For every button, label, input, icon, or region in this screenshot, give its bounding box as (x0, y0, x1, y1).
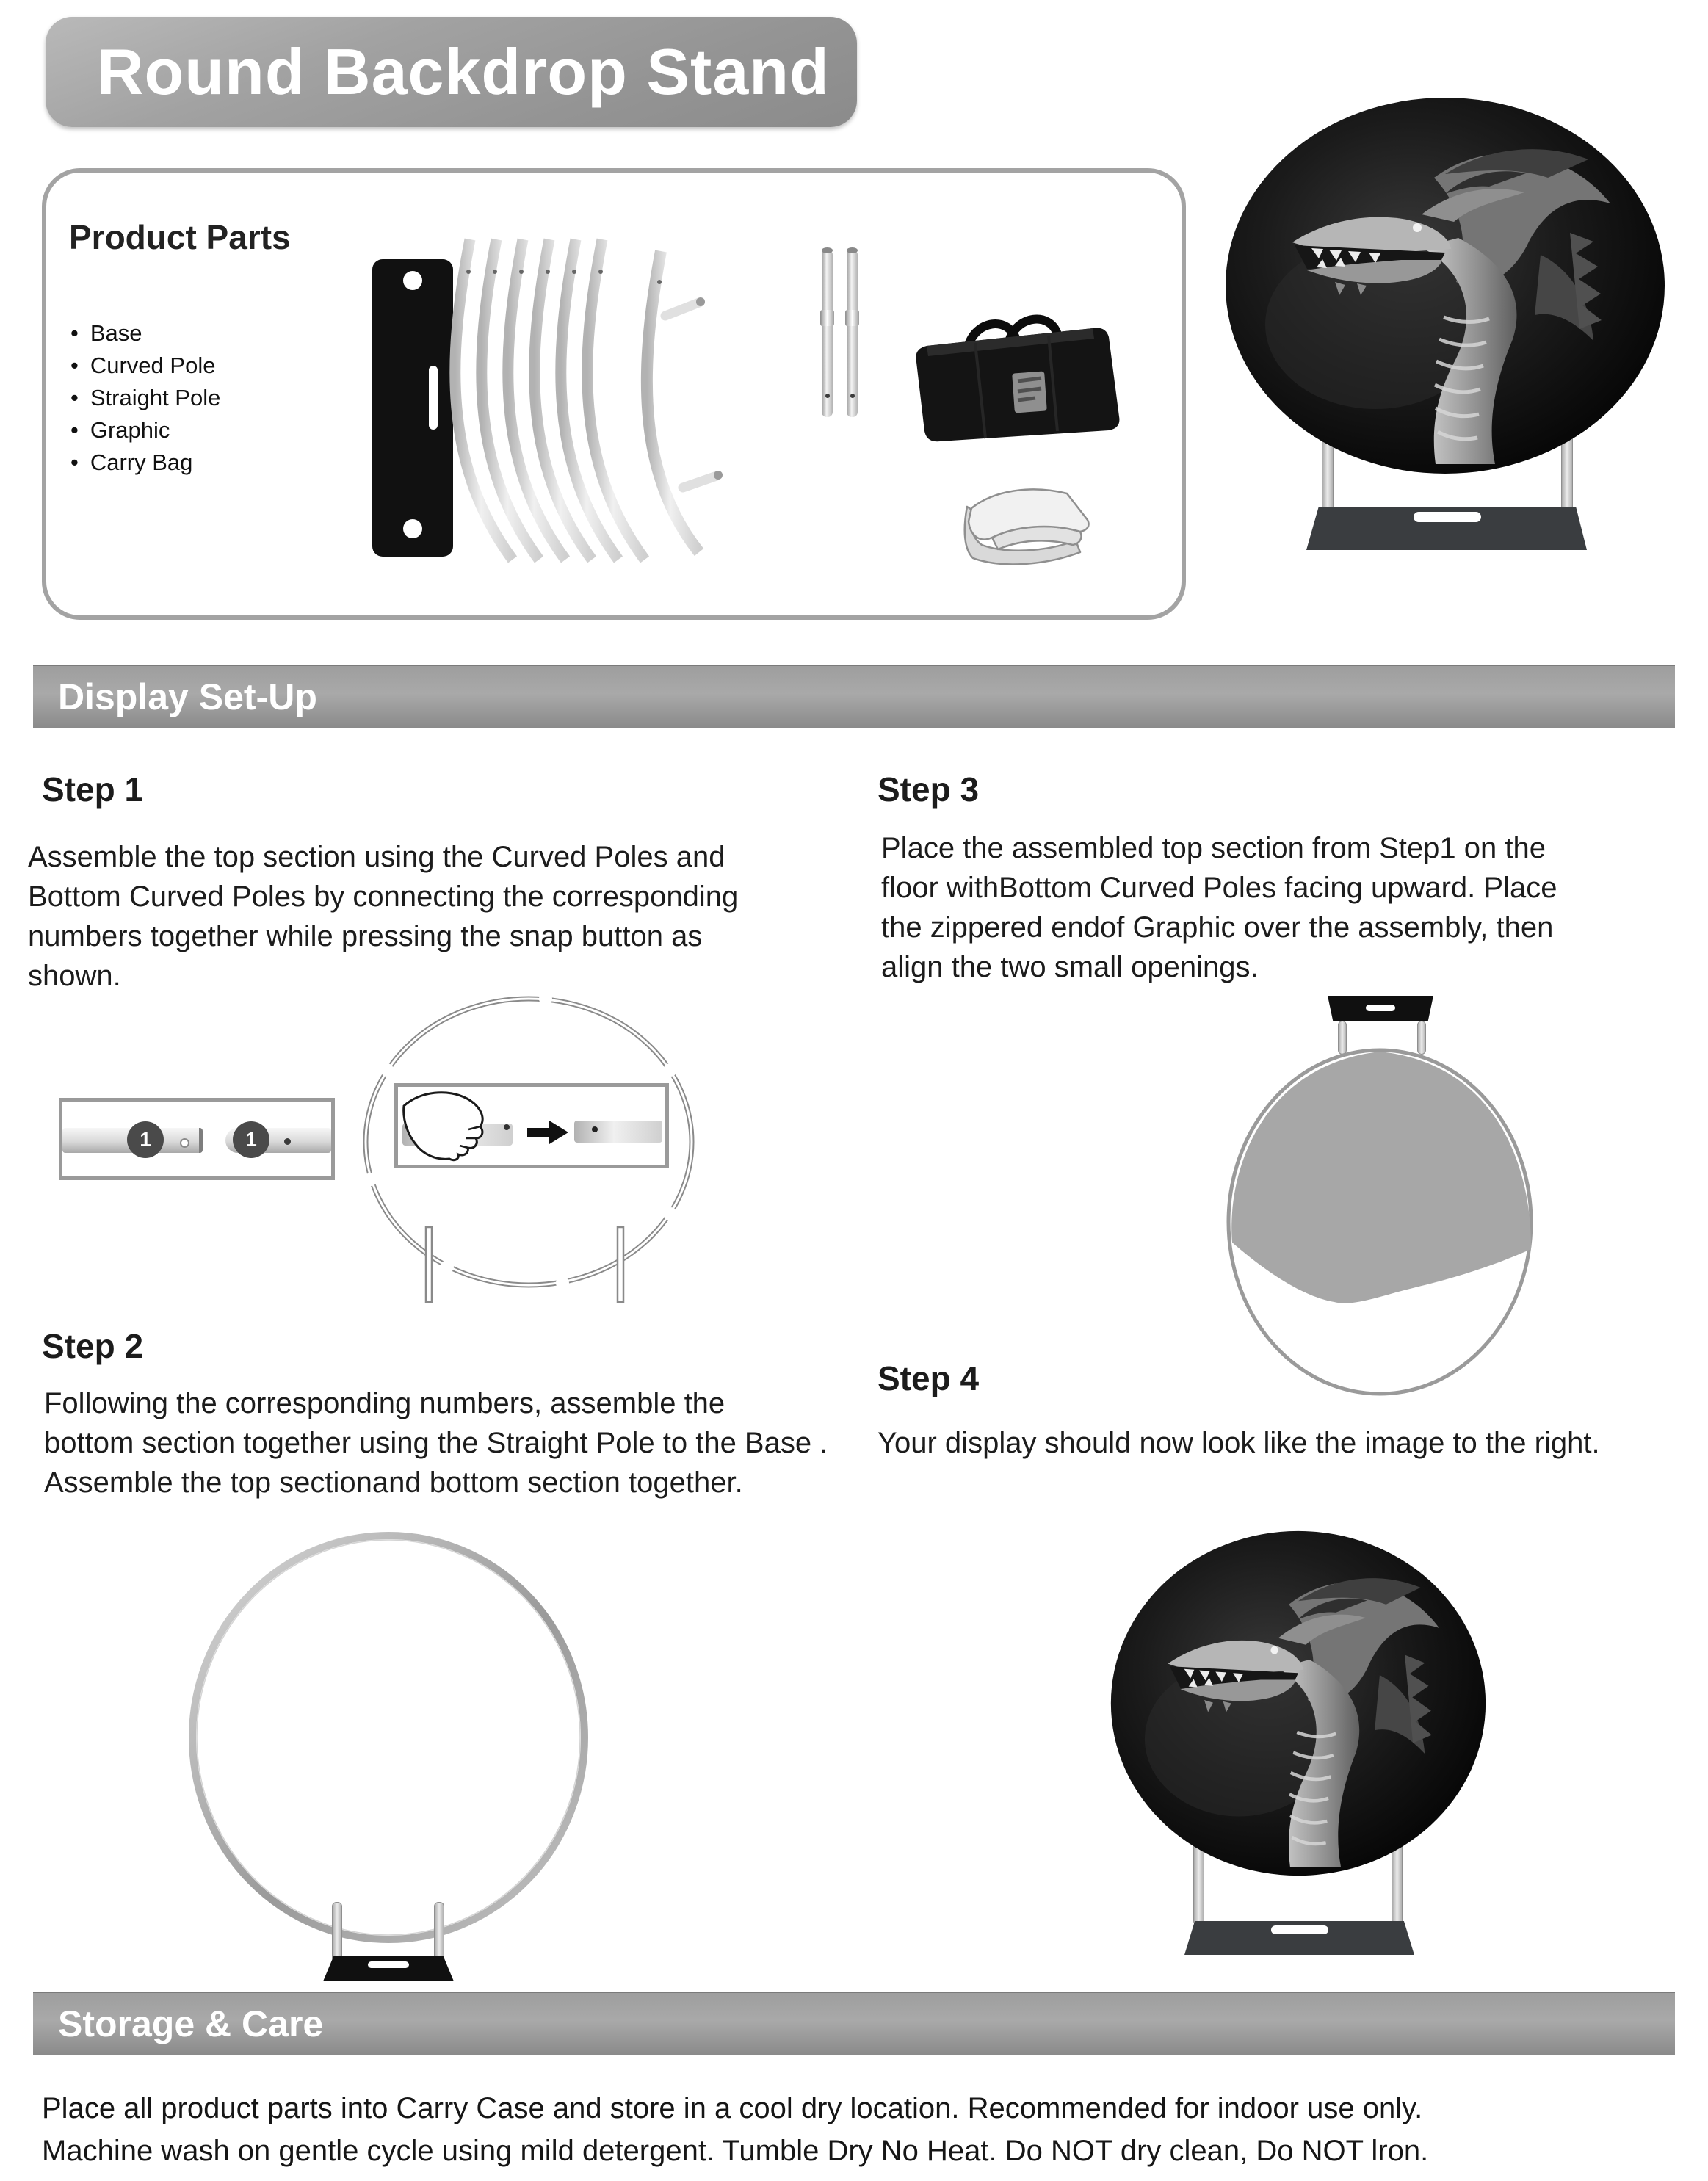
curved-poles-illustration (441, 229, 756, 568)
step-4-heading: Step 4 (877, 1359, 980, 1397)
setup-section-banner (33, 665, 1675, 728)
part-item-graphic: • Graphic (70, 414, 220, 446)
inverted-base-slot (1366, 1005, 1395, 1011)
step-3-text: Place the assembled top section from Step1 on the floor withBottom Curved Poles facing upward. Place the zippered endof Graphic over the assembly, then align the two small openings. (881, 832, 1557, 983)
hand-icon (404, 1093, 482, 1160)
straight-pole-illustration (847, 250, 858, 417)
part-item-carry-bag: • Carry Bag (70, 446, 220, 479)
frame-base-slot (368, 1961, 409, 1968)
pole-number-badge: 1 (127, 1121, 164, 1158)
parts-heading: Product Parts (69, 218, 291, 256)
pole-connector-stubs (665, 303, 717, 488)
finished-display-illustration (1110, 1530, 1486, 1877)
step-1-pole-inset (59, 1098, 335, 1180)
part-item-straight-pole: • Straight Pole (70, 382, 220, 414)
folded-graphic-illustration (957, 479, 1100, 576)
straight-pole-illustration (822, 250, 833, 417)
part-item-curved-pole: • Curved Pole (70, 350, 220, 382)
storage-care-text: Place all product parts into Carry Case and store in a cool dry location. Recommended for indoor use only. Machine wash on gentle cycle using mild detergent. Tumble Dry No Heat. Do NOT dry clean, Do NOT lron. (42, 2092, 1429, 2167)
title-banner (46, 17, 857, 127)
graphic-fabric (1231, 1052, 1531, 1303)
step-1-text: Assemble the top section using the Curved Poles and Bottom Curved Poles by connecting the corresponding numbers together while pressing the snap button as shown. (28, 841, 739, 992)
step-1-heading: Step 1 (42, 770, 144, 809)
base-plate-slot (429, 366, 438, 430)
parts-list (70, 317, 220, 479)
snap-hole (180, 1138, 189, 1148)
display-base-slot (1271, 1925, 1328, 1934)
snap-hole (284, 1138, 291, 1145)
base-plate-hole-top (403, 271, 422, 290)
frame-pole (332, 1902, 342, 1962)
step-1-snap-inset (394, 1083, 669, 1168)
step-4-text: Your display should now look like the image to the right. (877, 1427, 1600, 1459)
pole-number-badge: 1 (233, 1121, 269, 1158)
arrow-right-icon (527, 1121, 568, 1144)
step-3-graphic-illustration (1220, 1043, 1539, 1410)
product-display-illustration (1225, 97, 1665, 475)
part-item-base: • Base (70, 317, 220, 350)
step-3-heading: Step 3 (877, 770, 980, 809)
page-title: Round Backdrop Stand (97, 35, 830, 108)
frame-pole (434, 1902, 444, 1962)
carry-bag-illustration (905, 305, 1129, 444)
display-base-slot (1414, 512, 1481, 522)
base-plate-hole-bottom (403, 519, 422, 538)
setup-banner-label: Display Set-Up (58, 676, 317, 717)
step-2-frame-illustration (187, 1531, 591, 1946)
step-2-heading: Step 2 (42, 1327, 144, 1365)
storage-section-banner (33, 1992, 1675, 2055)
storage-banner-label: Storage & Care (58, 2003, 324, 2044)
frame-base (323, 1956, 454, 1981)
step-2-text: Following the corresponding numbers, assemble the bottom section together using the Straight Pole to the Base . Assemble the top sectionand bottom section together. (44, 1387, 828, 1499)
